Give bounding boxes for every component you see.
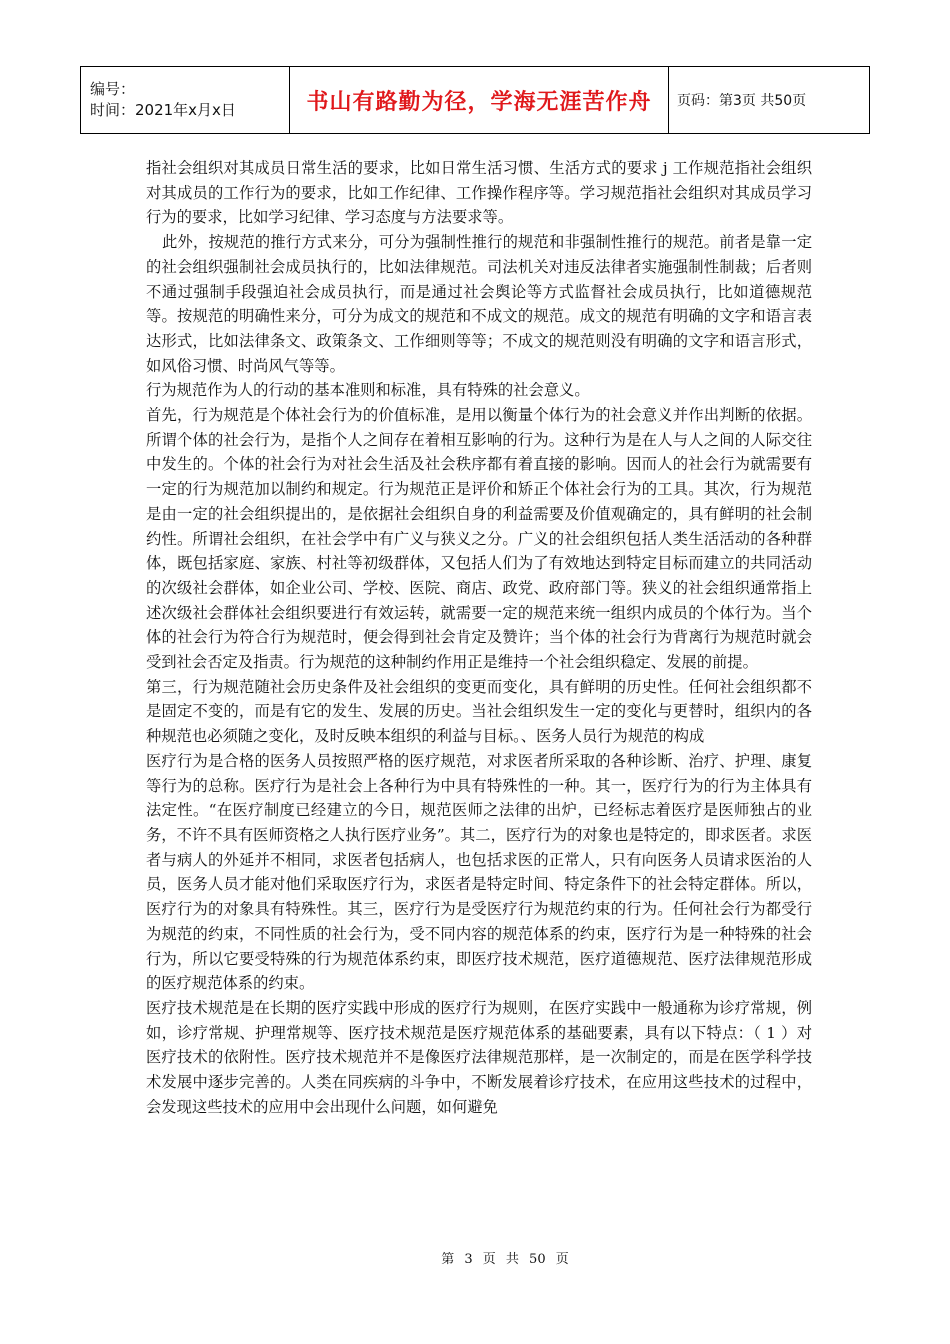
body-paragraph: 此外，按规范的推行方式来分，可分为强制性推行的规范和非强制性推行的规范。前者是靠一定的社会组织强制社会成员执行的，比如法律规范。司法机关对违反法律者实施强制性制裁；后者则不通过强制手段强迫社会成员执行，而是通过社会舆论等方式监督社会成员执行，比如道德规范等。按规范的明确性来分，可分为成文的规范和不成文的规范。成文的规范有明确的文字和语言表达形式，比如法律条文、政策条文、工作细则等等；不成文的规范则没有明确的文字和语言形式，如风俗习惯、时尚风气等等。	[146, 233, 812, 375]
header-page-info: 页码：第3页 共50页	[669, 67, 870, 134]
header-motto: 书山有路勤为径，学海无涯苦作舟	[306, 89, 652, 115]
header-motto-cell	[290, 67, 669, 134]
page-footer: 第 3 页 共 50 页	[441, 1252, 569, 1267]
document-number-label: 编号：	[90, 80, 136, 98]
document-time-label: 时间：2021年x月x日	[90, 101, 236, 119]
body-paragraph: 行为规范作为人的行动的基本准则和标准，具有特殊的社会意义。	[146, 381, 590, 400]
body-paragraph: 首先，行为规范是个体社会行为的价值标准，是用以衡量个体行为的社会意义并作出判断的依据。所谓个体的社会行为，是指个人之间存在着相互影响的行为。这种行为是在人与人之间的人际交往中发生的。个体的社会行为对社会生活及社会秩序都有着直接的影响。因而人的社会行为就需要有一定的行为规范加以制约和规定。行为规范正是评价和矫正个体社会行为的工具。其次，行为规范是由一定的社会组织提出的，是依据社会组织自身的利益需要及价值观确定的，具有鲜明的社会制约性。所谓社会组织，在社会学中有广义与狭义之分。广义的社会组织包括人类生活活动的各种群体，既包括家庭、家族、村社等初级群体，又包括人们为了有效地达到特定目标而建立的共同活动的次级社会群体，如企业公司、学校、医院、商店、政党、政府部门等。狭义的社会组织通常指上述次级社会群体社会组织要进行有效运转，就需要一定的规范来统一组织内成员的个体行为。当个体的社会行为符合行为规范时，便会得到社会肯定及赞许；当个体的社会行为背离行为规范时就会受到社会否定及指责。行为规范的这种制约作用正是维持一个社会组织稳定、发展的前提。	[146, 406, 812, 672]
document-header	[80, 66, 870, 134]
header-meta	[81, 67, 290, 134]
body-paragraph: 第三，行为规范随社会历史条件及社会组织的变更而变化，具有鲜明的历史性。任何社会组织都不是固定不变的，而是有它的发生、发展的历史。当社会组织发生一定的变化与更替时，组织内的各种规范也必须随之变化，及时反映本组织的利益与目标。、医务人员行为规范的构成	[146, 677, 812, 746]
document-body	[146, 156, 812, 1119]
body-paragraph: 医疗技术规范是在长期的医疗实践中形成的医疗行为规则，在医疗实践中一般通称为诊疗常规，例如，诊疗常规、护理常规等、医疗技术规范是医疗规范体系的基础要素，具有以下特点：（ 1 ）对医疗技术的依附性。医疗技术规范并不是像医疗法律规范那样，是一次制定的，而是在医学科学技术发展中逐步完善的。人类在同疾病的斗争中，不断发展着诊疗技术，在应用这些技术的过程中，会发现这些技术的应用中会出现什么问题，如何避免	[146, 998, 812, 1116]
body-paragraph: 医疗行为是合格的医务人员按照严格的医疗规范，对求医者所采取的各种诊断、治疗、护理、康复等行为的总称。医疗行为是社会上各种行为中具有特殊性的一种。其一，医疗行为的行为主体具有法定性。“在医疗制度已经建立的今日，规范医师之法律的出炉，已经标志着医疗是医师独占的业务，不许不具有医师资格之人执行医疗业务”。其二，医疗行为的对象也是特定的，即求医者。求医者与病人的外延并不相同，求医者包括病人，也包括求医的正常人，只有向医务人员请求医治的人员，医务人员才能对他们采取医疗行为，求医者是特定时间、特定条件下的社会特定群体。所以，医疗行为的对象具有特殊性。其三，医疗行为是受医疗行为规范约束的行为。任何社会行为都受行为规范的约束，不同性质的社会行为，受不同内容的规范体系的约束，医疗行为是一种特殊的社会行为，所以它要受特殊的行为规范体系约束，即医疗技术规范，医疗道德规范、医疗法律规范形成的医疗规范体系的约束。	[146, 751, 812, 993]
body-paragraph: 指社会组织对其成员日常生活的要求，比如日常生活习惯、生活方式的要求 j 工作规范指社会组织对其成员的工作行为的要求，比如工作纪律、工作操作程序等。学习规范指社会组织对其成员学习行为的要求，比如学习纪律、学习态度与方法要求等。	[146, 159, 812, 227]
